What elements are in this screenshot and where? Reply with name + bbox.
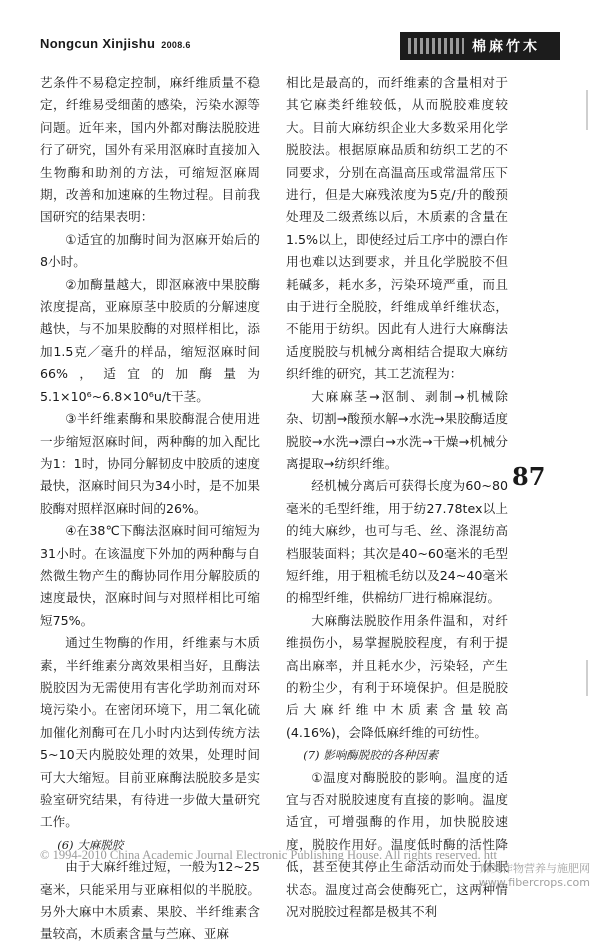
paragraph: ①温度对酶脱胶的影响。温度的适宜与否对脱胶速度有直接的影响。温度适宜，可增强酶的作用，加快脱胶速度，脱胶作用好。温度低时酶的活性降低，甚至使其停止生命活动而处于休眠状态。温度过高会使酶死亡，这两种情况对脱胶过程都是极其不利 [286, 769, 508, 920]
right-column [286, 72, 508, 923]
section-heading: (6) 大麻脱胶 [57, 837, 124, 852]
list-item: ②加酶量越大，即沤麻液中果胶酶浓度提高，亚麻原茎中胶质的分解速度越快，与不加果胶酶的对照样相比，添加1.5克／毫升的样品，缩短沤麻时间66%，适宜的加酶量为5.1×10⁶~6.8×10⁶u/t干茎。 [40, 276, 260, 404]
paragraph: 艺条件不易稳定控制，麻纤维质量不稳定，纤维易受细菌的感染，污染水源等问题。近年来，国内外都对酶法脱胶进行了研究，国外有采用沤麻时直接加入生物酶和助剂的方法，可缩短沤麻周期，改善和加速麻的生物过程。目前我国研究的结果表明： [40, 75, 260, 225]
issue-number: 2008.6 [161, 40, 191, 50]
badge-decoration [408, 38, 464, 54]
paragraph: 大麻酶法脱胶作用条件温和，对纤维损伤小，易掌握脱胶程度，有利于提高出麻率，并且耗水少，污染轻，产生的粉尘少，有利于环境保护。但是脱胶后大麻纤维中木质素含量较高(4.16%)，会降低麻纤维的可纺性。 [286, 612, 508, 740]
paragraph: 经机械分离后可获得长度为60~80毫米的毛型纤维，用于纺27.78tex以上的纯大麻纱，也可与毛、丝、涤混纺高档服装面料；其次是40~60毫米的毛型短纤维，用于粗梳毛纺以及24~40毫米的棉型纤维，供棉纺厂进行棉麻混纺。 [286, 478, 508, 606]
page-header [0, 0, 592, 62]
paragraph: 由于大麻纤维过短，一般为12~25毫米，只能采用与亚麻相似的半脱胶。另外大麻中木质素、果胶、半纤维素含量较高，木质素含量与苎麻、亚麻 [40, 859, 260, 942]
watermark-url: www.fibercrops.com [478, 876, 590, 889]
page-number: 87 [512, 462, 546, 491]
list-item: ①适宜的加酶时间为沤麻开始后的8小时。 [40, 231, 260, 270]
process-flow: 大麻麻茎→沤制、剥制→机械除杂、切割→酸预水解→水洗→果胶酶适度脱胶→水洗→漂白→水洗→干燥→机械分离提取→纺织纤维。 [286, 388, 508, 471]
section-badge [400, 32, 560, 60]
section-heading: (7) 影响酶脱胶的各种因素 [303, 748, 439, 763]
paragraph: 通过生物酶的作用，纤维素与木质素，半纤维素分离效果相当好，且酶法脱胶因为无需使用有害化学助剂而对环境污染小。在密闭环境下，用二氧化硫加催化剂酶可在几小时内达到传统方法5~10天内脱胶处理的效果，处理时间可大大缩短。目前亚麻酶法脱胶多是实验室研究结果，有待进一步做大量研究工作。 [40, 635, 260, 830]
left-column [40, 72, 260, 946]
journal-title [40, 36, 191, 51]
paragraph: 相比是最高的，而纤维素的含量相对于其它麻类纤维较低，从而脱胶难度较大。目前大麻纺织企业大多数采用化学脱胶法。根据原麻品质和纺织工艺的不同要求，分别在高温高压或常温常压下进行，但是大麻残浓度为5克/升的酸预处理及二级煮练以后，木质素的含量在1.5%以上，即使经过后工序中的漂白作用也难以达到要求，并且化学脱胶不但耗碱多，耗水多，污染环境严重，而且由于进行全脱胶，纤维成单纤维状态，不能用于纺织。因此有人进行大麻酶法适度脱胶与机械分离相结合提取大麻纺织纤维的研究，其工艺流程为： [286, 75, 508, 382]
copyright-footer: © 1994-2010 China Academic Journal Electronic Publishing House. All rights reserved. htt [40, 848, 497, 862]
journal-name-text: Nongcun Xinjishu [40, 36, 156, 51]
scan-edge-mark [586, 660, 588, 696]
list-item: ④在38℃下酶法沤麻时间可缩短为31小时。在该温度下外加的两种酶与自然微生物产生的酶协同作用分解胶质的速度最快，沤麻时间与对照样相比可缩短75%。 [40, 523, 260, 628]
scan-edge-mark [586, 90, 588, 130]
section-badge-label: 棉麻竹木 [472, 39, 540, 55]
watermark [450, 862, 590, 890]
list-item: ③半纤维素酶和果胶酶混合使用进一步缩短沤麻时间，两种酶的加入配比为1：1时，协同分解韧皮中胶质的速度最快，沤麻时间只为34小时，是不加果胶酶对照样沤麻时间的26%。 [40, 411, 260, 516]
watermark-line: 麻类作物营养与施肥网 [480, 862, 590, 875]
